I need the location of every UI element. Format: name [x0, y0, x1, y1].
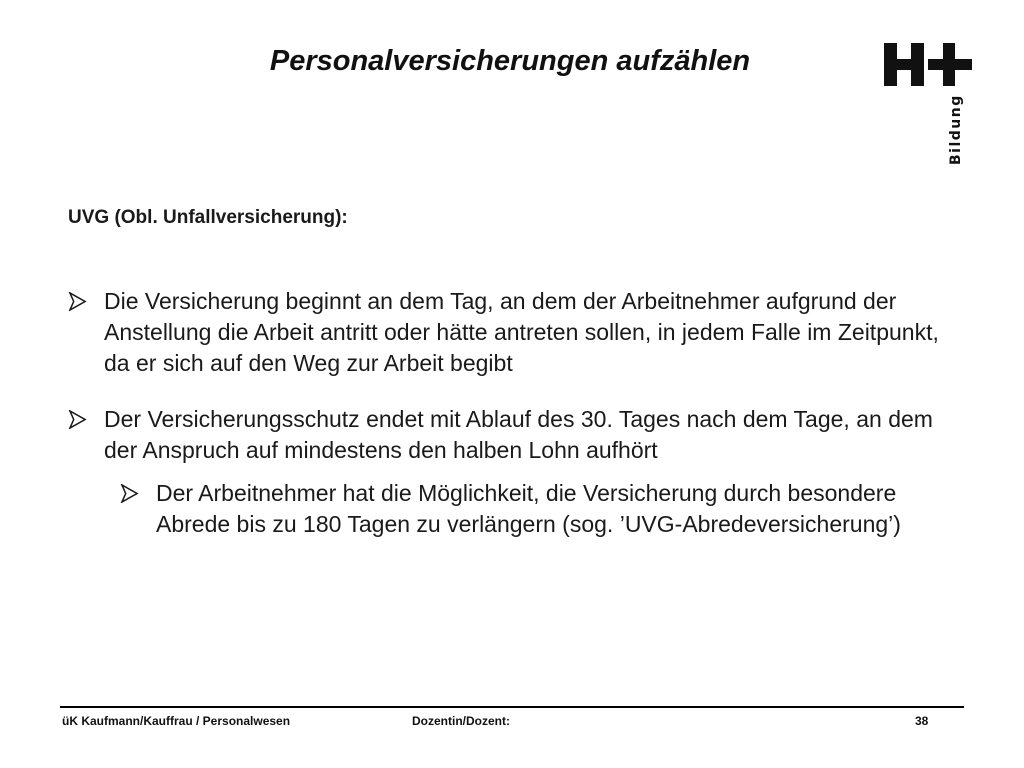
footer-divider — [60, 706, 964, 708]
footer-course: üK Kaufmann/Kauffrau / Personalwesen — [62, 714, 291, 728]
arrow-bullet-icon — [120, 484, 139, 503]
arrow-bullet-icon — [68, 410, 87, 429]
hplus-bildung-logo — [884, 40, 976, 170]
page-number: 38 — [915, 714, 929, 728]
slide-title: Personalversicherungen aufzählen — [269, 45, 751, 77]
footer-lecturer: Dozentin/Dozent: — [412, 714, 510, 728]
arrow-bullet-icon — [68, 292, 87, 311]
svg-text:Bildung: Bildung — [948, 94, 964, 165]
section-heading: UVG (Obl. Unfallversicherung): — [68, 207, 348, 228]
list-item-text: Die Versicherung beginnt an dem Tag, an dem der Arbeitnehmer aufgrund der Anstellung die Arbeit antritt oder hätte antreten sollen, in jedem Falle im Zeitpunkt, da er sich auf den Weg zur Arbeit begibt — [104, 288, 939, 376]
sub-list-item-text: Der Arbeitnehmer hat die Möglichkeit, die Versicherung durch besondere Abrede bis zu 180 Tagen zu verlängern (sog. ’UVG-Abredeversicherung’) — [156, 480, 901, 537]
list-item-text: Der Versicherungsschutz endet mit Ablauf des 30. Tages nach dem Tage, an dem der Anspruch auf mindestens den halben Lohn aufhört — [104, 406, 933, 463]
